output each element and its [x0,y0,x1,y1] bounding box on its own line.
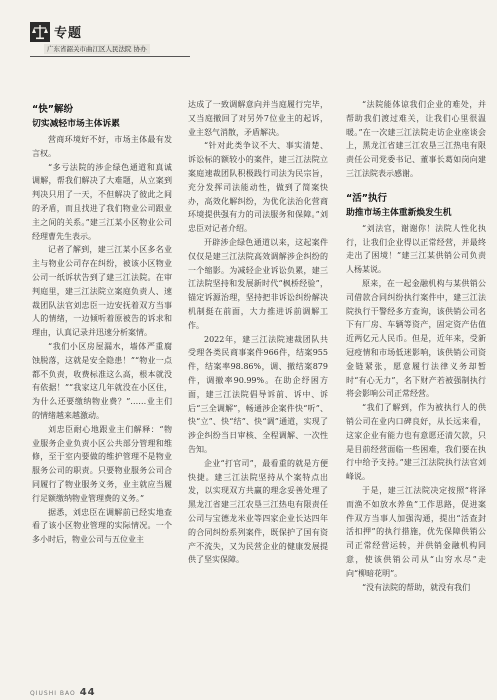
section-subtitle: 广东省韶关市曲江区人民法院 协办 [44,44,150,54]
column-header [30,20,190,54]
article-column-3 [346,98,486,594]
paragraph: 企业“打官司”，最看重的就是方便快捷。建三江法院坚持从个案特点出发，以实现双方共赢的理念妥善处理了黑龙江省建三江农垦三江热电有限责任公司与宝德龙米业等四家企业长达四年的合同纠纷系列案件，既保护了国有资产不流失，又为民营企业的健康发展提供了坚实保障。 [188,458,328,565]
publication-name: QIUSHI BAO [30,690,76,697]
section-spacer [346,181,486,191]
paragraph: “没有法院的帮助，就没有我们 [362,582,471,592]
paragraph: 刘忠臣耐心地跟业主们解释：“物业服务企业负责小区公共部分管理和维修，至于室内要做的维护管理不是物业服务公司的职责。只要物业服务公司合同履行了物业服务义务，业主就应当履行足额缴纳物业管理费的义务。” [32,424,172,503]
article-column-1 [32,102,172,547]
paragraph: 记者了解到，建三江某小区多名业主与物业公司存在纠纷，被该小区物业公司一纸诉状告到了建三江法院。在审判庭里，建三江法院立案庭负责人、速裁团队法官刘忠臣一边安抚着双方当事人的情绪，一边倾听着原被告的诉求和理由，认真记录并迅速分析案情。 [32,245,172,338]
section-heading-fast-dispute: “快”解纷 [32,104,73,115]
paragraph: “我们小区房屋漏水，墙体严重腐蚀脱落，这就是安全隐患！”“物业一点都不负责，收费标准这么高，根本就没有依据！”“我家这几年就没在小区住，为什么还要缴纳物业费？”……业主们的情绪越来越激动。 [32,341,172,420]
paragraph: “法院能体谅我们企业的难处，并帮助我们渡过难关，让我们心里很温暖。”在一次建三江法院走访企业座谈会上，黑龙江省建三江农垦三江热电有限责任公司党委书记、董事长葛如岗向建三江法院表示感谢。 [346,100,486,178]
section-subheading-fast-dispute: 切实减轻市场主体诉累 [32,119,120,129]
paragraph: 原来，在一起金融机构与某供销公司借款合同纠纷执行案件中，建三江法院执行干警经多方查询，该供销公司名下有厂房、车辆等资产，固定资产估值近两亿元人民币。但是，近年来，受新冠疫情和市场低迷影响，该供销公司资金链紧张，愿意履行法律义务却暂时“有心无力”，名下财产若被强制执行将会影响公司正常经营。 [346,278,486,399]
paragraph: 据悉，刘忠臣在调解前已经实地查看了该小区物业管理的实际情况。一个多小时后，物业公司与五位业主 [32,507,172,545]
paragraph: “刘法官，谢谢你！法院人性化执行，让我们企业得以正常经营，并最终走出了困境！”建三江某供销公司负责人杨某说。 [346,223,486,275]
section-title: 专题 [54,26,83,41]
paragraph: “针对此类争议不大、事实清楚、诉讼标的额较小的案件，建三江法院立案庭速裁团队积极践行司法为民宗旨，充分发挥司法能动性，做到了简案快办，高效化解纠纷，为优化法治化营商环境提供强有力的司法服务和保障。”刘忠臣对记者介绍。 [188,141,328,234]
section-heading-active-enforcement: “活”执行 [346,192,387,204]
paragraph: 达成了一致调解意向并当庭履行完毕，又当庭撤回了对另外7位业主的起诉，业主怒气消散，矛盾解决。 [188,100,328,137]
section-subheading-active-enforcement: 助推市场主体重新焕发生机 [346,207,452,218]
header-rule [30,56,190,57]
paragraph: 营商环境好不好，市场主体最有发言权。 [32,135,172,158]
article-column-2 [188,98,328,567]
page-number: 44 [79,687,96,698]
paragraph: 开辟涉企绿色通道以来，这起案件仅仅是建三江法院高效调解涉企纠纷的一个缩影。为减轻企业诉讼负累，建三江法院坚持和发展新时代“枫桥经验”，锚定诉源治理，坚持把非诉讼纠纷解决机制挺在前面，大力推进诉前调解工作。 [188,237,328,330]
scales-of-justice-icon [30,22,50,42]
paragraph: 于是，建三江法院决定按照“将泽而渔不如放水养鱼”工作思路，促进案件双方当事人加强沟通，提出“活查封活扣押”的执行措施，优先保障供销公司正常经营运转，并供销金融机构同意，使该供销公司从“山穷水尽”走向“柳暗花明”。 [346,485,486,578]
paragraph: 2022年，建三江法院速裁团队共受理各类民商事案件966件，结案955件，结案率98.86%，调、撤结案879件，调撤率90.99%。在助企纾困方面，建三江法院倡导诉前、诉中、诉后“三全调解”，畅通涉企案件快“听”、快“立”、快“结”、快“调”通道，实现了涉企纠纷当日审核、全程调解、一次性告知。 [188,334,328,454]
page-footer [30,687,96,698]
paragraph: “我们了解到，作为被执行人的供销公司在业内口碑良好，从长远来看，这家企业有能力也有意愿还清欠款，只是目前经营面临一些困难，我们要在执行中给予支持。”建三江法院执行法官刘峰说。 [346,403,486,482]
paragraph: “多亏法院的涉企绿色通道和真诚调解，帮我们解决了大难题，从立案到判决只用了一天，不但解决了彼此之间的矛盾，而且找进了我们物业公司跟业主之间的关系。”建三江某小区物业公司经理曹先生表示。 [32,162,172,241]
